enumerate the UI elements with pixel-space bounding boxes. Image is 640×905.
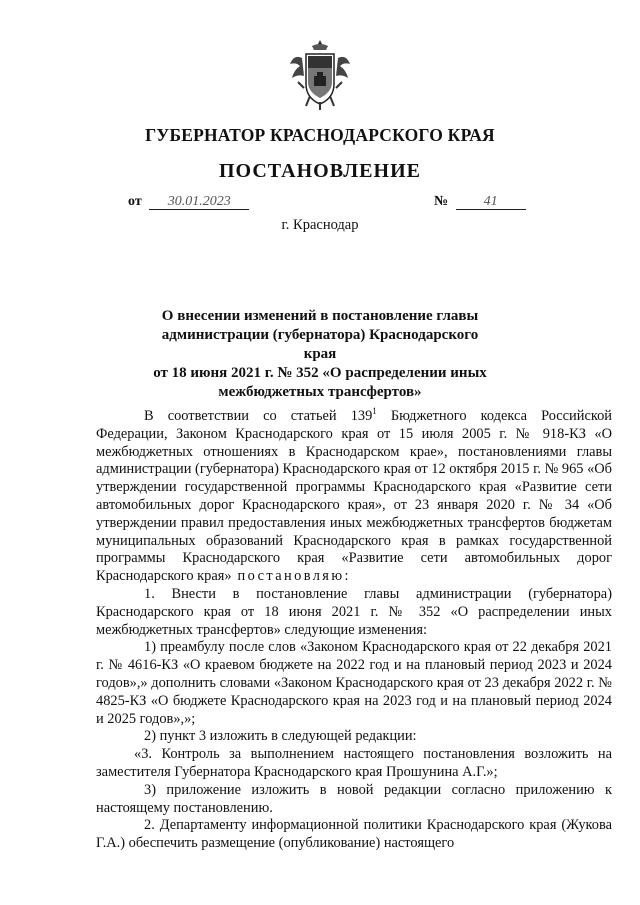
paragraph-subitem-1: 1) преамбулу после слов «Законом Краснодарского края от 22 декабря 2021 г. № 4616-КЗ «О краевом бюджете на 2022 год и на плановый период 2023 и 2024 годов»,» дополнить словами «Законом Краснодарского края от 23 декабря 2022 г. № 4825-КЗ «О бюджете Краснодарского края на 2023 год и на плановый период 2024 и 2025 годов»,»; bbox=[96, 639, 612, 727]
number-prefix: № bbox=[434, 194, 449, 209]
document-title bbox=[150, 307, 490, 402]
paragraph-subitem-2: 2) пункт 3 изложить в следующей редакции: bbox=[144, 728, 417, 745]
number-value: 41 bbox=[456, 195, 526, 210]
article-superscript: 1 bbox=[372, 406, 377, 417]
date-value: 30.01.2023 bbox=[149, 195, 249, 210]
paragraph-item-2: 2. Департаменту информационной политики Краснодарского края (Жукова Г.А.) обеспечить размещение (опубликование) настоящего bbox=[96, 817, 612, 852]
paragraph-quote: «3. Контроль за выполнением настоящего постановления возложить на заместителя Губернатора Краснодарского края Прошунина А.Г.»; bbox=[96, 746, 612, 780]
paragraph-item-1: 1. Внести в постановление главы администрации (губернатора) Краснодарского края от 18 июня 2021 г. № 352 «О распределении иных межбюджетных трансфертов» следующие изменения: bbox=[96, 585, 612, 638]
title-line: администрации (губернатора) Краснодарского края bbox=[161, 327, 479, 362]
paragraph-preamble bbox=[96, 408, 612, 586]
title-line: от 18 июня 2021 г. № 352 «О распределении иных bbox=[153, 365, 487, 381]
paragraph-text: Бюджетного кодекса Российской Федерации, Законом Краснодарского края от 15 июля 2005 г. № 918-КЗ «О межбюджетных отношениях в Краснодарском крае», постановлениями главы администрации (губернатора) Краснодарского края от 12 октября 2015 г. № 965 «Об утверждении государственной программы Краснодарского края «Развитие сети автомобильных дорог Краснодарского края», от 23 января 2020 г. № 34 «Об утверждении правил предоставления иных межбюджетных трансфертов бюджетам муниципальных образований Краснодарского края в рамках государственной программы Краснодарского края «Развитие сети автомобильных дорог Краснодарского края» bbox=[96, 408, 612, 585]
authority-heading: ГУБЕРНАТОР КРАСНОДАРСКОГО КРАЯ bbox=[145, 125, 495, 145]
paragraph-text: В соответствии со статьей 139 bbox=[144, 408, 373, 424]
resolution-word: постановляю: bbox=[231, 568, 351, 585]
title-line: О внесении изменений в постановление главы bbox=[161, 308, 479, 324]
krasnodar-coat-of-arms-icon bbox=[288, 36, 352, 112]
document-type-heading: ПОСТАНОВЛЕНИЕ bbox=[219, 160, 421, 182]
number-field bbox=[434, 194, 526, 210]
date-field bbox=[128, 194, 249, 210]
date-prefix: от bbox=[128, 194, 142, 209]
document-body bbox=[96, 408, 612, 853]
paragraph-subitem-3: 3) приложение изложить в новой редакции согласно приложению к настоящему постановлению. bbox=[96, 781, 612, 816]
city-line: г. Краснодар bbox=[281, 217, 359, 233]
title-line: межбюджетных трансфертов» bbox=[218, 384, 422, 400]
